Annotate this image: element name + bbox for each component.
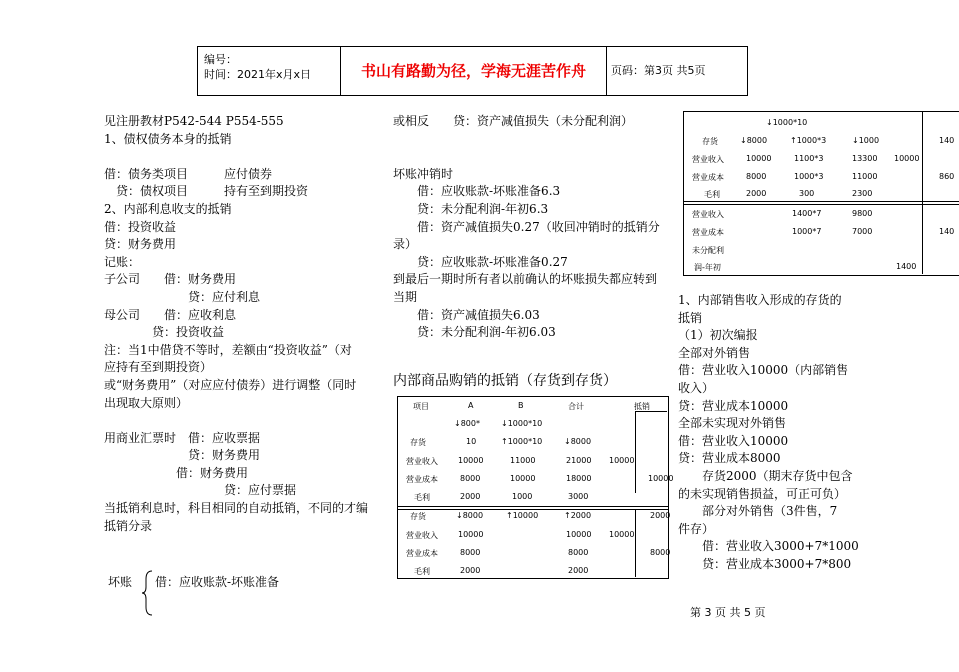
table-divider (684, 201, 959, 202)
cell: 21000 (566, 456, 592, 465)
cell: 10000 (609, 456, 635, 465)
cell: 营业收入 (406, 457, 438, 466)
table-divider (635, 411, 636, 493)
cell: 营业成本 (406, 475, 438, 484)
text-line: 到最后一期时所有者以前确认的坏账损失都应转到 (393, 272, 658, 287)
page-footer: 第 3 页 共 5 页 (690, 606, 766, 619)
cell: ↑1000*3 (790, 136, 827, 145)
cell: 18000 (566, 474, 592, 483)
cell: 1100*3 (794, 154, 824, 163)
table-divider (922, 112, 923, 274)
cell: 营业成本 (692, 173, 724, 182)
cell: 10000 (648, 474, 674, 483)
text-line: （1）初次编报 (678, 328, 758, 343)
right-column (678, 292, 946, 574)
text-line: 借：应收账款-坏账准备6.3 (393, 184, 561, 199)
text-line: 贷：应付票据 (104, 483, 297, 498)
middle-column (393, 113, 663, 342)
cell: 8000 (460, 474, 481, 483)
brace-icon (140, 569, 154, 617)
cell: 7000 (852, 227, 873, 236)
text-line: 或相反 贷：资产减值损失（未分配利润） (393, 114, 634, 128)
text-line: 收入） (678, 380, 715, 395)
cell: ↓1000 (852, 136, 880, 145)
right-table (683, 111, 959, 276)
number-label: 编号： (204, 53, 237, 66)
cell: 1400*7 (792, 209, 822, 218)
cell: 10000 (894, 154, 920, 163)
text-line: 借：投资收益 (104, 219, 177, 234)
bad-debt-label: 坏账 (108, 575, 133, 589)
time-label: 时间：2021年x月x日 (204, 68, 312, 81)
cell: 8000 (460, 548, 481, 557)
text-line: 存货2000（期末存货中包含 (678, 468, 853, 483)
cell: 润-年初 (694, 263, 721, 272)
cell: 2000 (568, 566, 589, 575)
cell: 860 (939, 172, 955, 181)
text-line: 贷：营业成本8000 (678, 451, 781, 466)
text-line: 的未实现销售损益，可正可负） (678, 486, 847, 501)
text-line: 坏账冲销时 (393, 166, 454, 181)
cell: 11000 (510, 456, 536, 465)
cell: 1000*3 (794, 172, 824, 181)
text-line: 全部对外销售 (678, 345, 751, 360)
cell: 10000 (510, 474, 536, 483)
cell: A (468, 401, 474, 410)
text-line: 抵销分录 (104, 518, 153, 533)
cell: 8000 (746, 172, 767, 181)
cell: 10000 (458, 456, 484, 465)
cell: ↑1000*10 (501, 437, 543, 446)
text-line: 母公司 借：应收利息 (104, 307, 237, 322)
cell: 140 (939, 136, 955, 145)
text-line: 贷：应付利息 (104, 289, 261, 304)
cell: ↓800* (454, 419, 480, 428)
text-line: 贷：未分配利润-年初6.03 (393, 325, 556, 340)
text-line: 当期 (393, 289, 418, 304)
text-line: 件存） (678, 521, 715, 536)
cell: 10000 (566, 530, 592, 539)
cell: ↓8000 (740, 136, 768, 145)
cell: 10 (466, 437, 477, 446)
cell: 300 (799, 189, 815, 198)
bad-debt-entry: 借：应收账款-坏账准备 (155, 575, 280, 589)
text-line (393, 148, 663, 166)
cell: 营业成本 (692, 228, 724, 237)
cell: 9800 (852, 209, 873, 218)
cell: 2000 (650, 511, 671, 520)
cell: B (518, 401, 524, 410)
cell: 项目 (413, 402, 429, 411)
text-line: 抵销 (678, 310, 703, 325)
page-code: 页码：第3页 共5页 (611, 64, 706, 77)
text-line: 或“财务费用”（对应应付债券）进行调整（同时 (104, 377, 357, 392)
text-line: 记账： (104, 254, 141, 269)
cell: ↑2000 (564, 511, 592, 520)
text-line: 应持有至到期投资） (104, 360, 213, 375)
text-line (104, 148, 384, 166)
cell: 3000 (568, 492, 589, 501)
cell: 2000 (746, 189, 767, 198)
text-line: 1、债权债务本身的抵销 (104, 131, 232, 146)
cell: 8000 (650, 548, 671, 557)
cell: 存货 (410, 512, 426, 521)
section-heading: 内部商品购销的抵销（存货到存货） (393, 373, 617, 389)
text-line: 2、内部利息收支的抵销 (104, 201, 232, 216)
table-divider (398, 509, 668, 510)
text-line: 贷：应收账款-坏账准备0.27 (393, 254, 568, 269)
text-line: 借：债务类项目 应付债券 (104, 166, 273, 181)
text-line: 贷：财务费用 (104, 237, 177, 252)
cell: 10000 (609, 530, 635, 539)
cell: 营业成本 (406, 549, 438, 558)
text-line: 1、内部销售收入形成的存货的 (678, 293, 842, 307)
text-line: 贷：营业成本3000+7*800 (678, 556, 852, 571)
text-line: 贷：财务费用 (104, 448, 261, 463)
cell: 毛利 (704, 190, 720, 199)
cell: ↓8000 (456, 511, 484, 520)
header-left-cell (198, 47, 341, 95)
motto: 书山有路勤为径，学海无涯苦作舟 (341, 47, 607, 95)
cell: 营业收入 (406, 531, 438, 540)
text-line: 子公司 借：财务费用 (104, 272, 237, 287)
cell: ↑10000 (506, 511, 539, 520)
cell: 存货 (702, 137, 718, 146)
cell: 10000 (458, 530, 484, 539)
cell: 未分配利 (692, 246, 724, 255)
cell: ↓8000 (564, 437, 592, 446)
text-line: 贷：营业成本10000 (678, 398, 789, 413)
left-column (104, 113, 384, 535)
cell: 1400 (896, 262, 917, 271)
text-line: 借：资产减值损失0.27（收回冲销时的抵销分 (393, 219, 660, 234)
cell: 10000 (746, 154, 772, 163)
text-line: 注：当1中借贷不等时，差额由“投资收益”（对 (104, 342, 352, 357)
text-line: 用商业汇票时 借：应收票据 (104, 430, 261, 445)
cell: 营业收入 (692, 155, 724, 164)
text-line (393, 131, 663, 149)
cell: 1000*7 (792, 227, 822, 236)
table-divider (398, 506, 668, 507)
cell: ↓1000*10 (766, 118, 808, 127)
cell: ↓1000*10 (501, 419, 543, 428)
header-box (197, 46, 748, 96)
text-line: 当抵销利息时，科目相同的自动抵销，不同的才编 (104, 501, 369, 516)
cell: 2000 (460, 566, 481, 575)
text-line: 全部未实现对外销售 (678, 416, 787, 431)
cell: 140 (939, 227, 955, 236)
cell: 合计 (568, 402, 584, 411)
text-line: 借：营业收入10000（内部销售 (678, 363, 849, 378)
text-line: 借：营业收入3000+7*1000 (678, 539, 859, 554)
text-line: 贷：债权项目 持有至到期投资 (104, 184, 309, 199)
cell: 11000 (852, 172, 878, 181)
cell: 抵销 (634, 402, 650, 411)
cell: 毛利 (414, 493, 430, 502)
cell: 存货 (410, 438, 426, 447)
text-line: 出现取大原则） (104, 395, 189, 410)
text-line: 录） (393, 237, 418, 252)
text-line: 贷：未分配利润-年初6.3 (393, 201, 549, 216)
cell: 2300 (852, 189, 873, 198)
text-line (104, 412, 384, 430)
text-line: 见注册教材P542-544 P554-555 (104, 114, 284, 128)
cell: 13300 (852, 154, 878, 163)
table-divider (684, 204, 959, 205)
cell: 毛利 (414, 567, 430, 576)
table-divider (635, 509, 636, 577)
cell: 营业收入 (692, 210, 724, 219)
cell: 8000 (568, 548, 589, 557)
text-line: 借：财务费用 (104, 465, 249, 480)
text-line: 借：营业收入10000 (678, 433, 789, 448)
internal-sales-table (397, 396, 674, 579)
text-line: 借：资产减值损失6.03 (393, 307, 540, 322)
cell: 2000 (460, 492, 481, 501)
cell: 1000 (512, 492, 533, 501)
text-line: 部分对外销售（3件售，7 (678, 504, 838, 519)
text-line: 贷：投资收益 (104, 325, 225, 340)
